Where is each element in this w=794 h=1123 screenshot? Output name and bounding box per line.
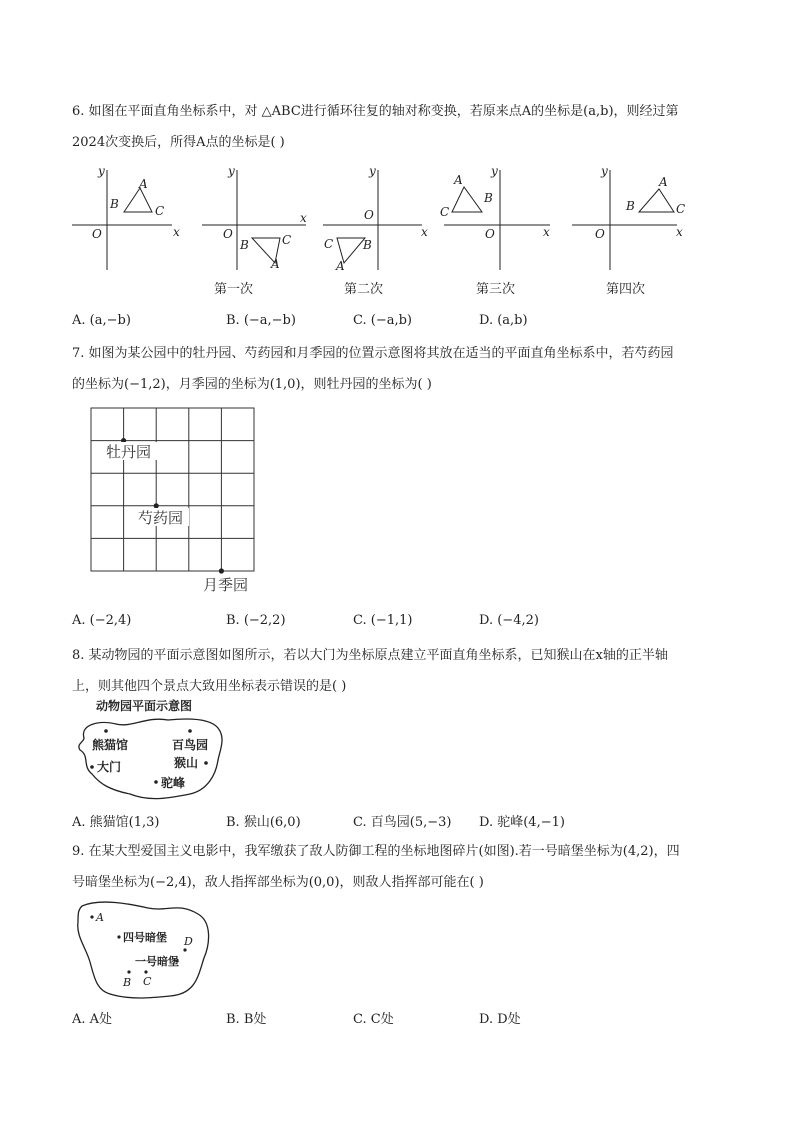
question-9-option-d[interactable]: D. D处	[479, 1012, 521, 1027]
question-7-line2: 的坐标为(−1,2)，月季园的坐标为(1,0)，则牡丹园的坐标为( )	[72, 377, 432, 392]
question-9-stem	[72, 836, 732, 898]
question-9-line2: 号暗堡坐标为(−2,4)，敌人指挥部坐标为(0,0)，则敌人指挥部可能在( )	[72, 875, 484, 890]
question-7-option-a[interactable]: A. (−2,4)	[72, 613, 132, 628]
vertex-a-0: A	[139, 177, 148, 191]
question-9-line1: 9. 在某大型爱国主义电影中，我军缴获了敌人防御工程的坐标地图碎片(如图).若一号暗堡坐标为(4,2)，四	[72, 844, 680, 859]
question-8-option-d[interactable]: D. 驼峰(4,−1)	[479, 815, 565, 830]
vertex-c-3: C	[440, 205, 450, 219]
axis-x-label-2: x	[421, 225, 428, 239]
vertex-c-1: C	[282, 233, 292, 247]
axis-x-label-1: x	[300, 211, 307, 225]
question-6-figure	[60, 160, 700, 300]
axis-x-label-0: x	[173, 225, 180, 239]
vertex-c-4: C	[676, 202, 686, 216]
question-7-line1: 7. 如图为某公园中的牡丹园、芍药园和月季园的位置示意图将其放在适当的平面直角坐标系中，若芍药园	[72, 346, 674, 361]
question-7-option-b[interactable]: B. (−2,2)	[226, 613, 286, 628]
axis-x-label-3: x	[543, 225, 550, 239]
vertex-c-2: C	[324, 237, 334, 251]
question-6-line2: 2024次变换后，所得A点的坐标是( )	[72, 135, 285, 150]
point-b-label: B	[123, 976, 132, 989]
question-6-option-a[interactable]: A. (a,−b)	[72, 313, 131, 328]
question-7-option-d[interactable]: D. (−4,2)	[479, 613, 539, 628]
question-6-option-d[interactable]: D. (a,b)	[479, 313, 528, 328]
question-7-option-c[interactable]: C. (−1,1)	[353, 613, 413, 628]
vertex-b-3: B	[484, 191, 493, 205]
question-8-option-b[interactable]: B. 猴山(6,0)	[226, 815, 301, 830]
question-9-option-c[interactable]: C. C处	[353, 1012, 394, 1027]
point-c-label: C	[143, 975, 152, 988]
monkey-hill-label: 猴山	[174, 756, 199, 770]
vertex-b-2: B	[363, 238, 372, 252]
question-8-option-c[interactable]: C. 百鸟园(5,−3)	[353, 815, 452, 830]
question-8-stem	[72, 640, 732, 702]
question-6-option-b[interactable]: B. (−a,−b)	[226, 313, 296, 328]
question-8-line2: 上，则其他四个景点大致用坐标表示错误的是( )	[72, 679, 347, 694]
herbaceous-peony-garden-label: 芍药园	[138, 509, 184, 527]
vertex-b-0: B	[110, 197, 119, 211]
question-9-map-fragment	[70, 896, 220, 1002]
panel-label-2: 第二次	[344, 282, 384, 297]
panda-house-label: 熊猫馆	[92, 738, 129, 752]
point-d-label: D	[184, 935, 193, 948]
point-a-label: A	[96, 911, 104, 924]
bird-park-label: 百鸟园	[172, 738, 209, 752]
question-7-grid-figure	[88, 404, 268, 600]
origin-label-3: O	[485, 227, 495, 241]
vertex-a-2: A	[336, 259, 345, 273]
panel-label-1: 第一次	[214, 282, 254, 297]
question-6-stem	[72, 96, 732, 158]
main-gate-label: 大门	[97, 760, 122, 774]
origin-label-2: O	[364, 208, 374, 222]
axis-y-label-3: y	[491, 164, 498, 178]
rose-garden-label: 月季园	[203, 576, 249, 594]
vertex-c-0: C	[155, 204, 165, 218]
question-6-option-c[interactable]: C. (−a,b)	[353, 313, 412, 328]
vertex-a-4: A	[659, 175, 668, 189]
panel-label-3: 第三次	[476, 282, 516, 297]
question-7-stem	[72, 338, 732, 400]
axis-y-label-4: y	[601, 164, 608, 178]
bunker-four-label: 四号暗堡	[123, 931, 167, 944]
rose-garden-point	[219, 568, 224, 573]
origin-label-4: O	[595, 227, 605, 241]
axis-y-label-0: y	[98, 164, 105, 178]
question-8-line1: 8. 某动物园的平面示意图如图所示，若以大门为坐标原点建立平面直角坐标系，已知猴山在x轴的正半轴	[72, 648, 668, 663]
axis-y-label-2: y	[369, 164, 376, 178]
axis-x-label-4: x	[676, 225, 683, 239]
zoo-map-title: 动物园平面示意图	[96, 699, 193, 713]
vertex-a-3: A	[454, 173, 463, 187]
panel-label-4: 第四次	[606, 282, 646, 297]
question-8-option-a[interactable]: A. 熊猫馆(1,3)	[72, 815, 160, 830]
origin-label-1: O	[223, 227, 233, 241]
bunker-one-label: 一号暗堡	[135, 955, 179, 968]
question-9-option-b[interactable]: B. B处	[226, 1012, 267, 1027]
axis-y-label-1: y	[228, 164, 235, 178]
vertex-a-1: A	[271, 257, 280, 271]
question-8-zoo-map	[70, 694, 230, 806]
vertex-b-4: B	[626, 199, 635, 213]
vertex-b-1: B	[240, 238, 249, 252]
peony-garden-label: 牡丹园	[106, 443, 152, 461]
herbaceous-peony-garden-point	[154, 503, 159, 508]
camel-peak-label: 驼峰	[161, 776, 186, 790]
question-6-line1: 6. 如图在平面直角坐标系中，对 △ABC进行循环往复的轴对称变换，若原来点A的坐标是(a,b)，则经过第	[72, 104, 679, 119]
question-9-option-a[interactable]: A. A处	[72, 1012, 113, 1027]
origin-label-0: O	[92, 227, 102, 241]
